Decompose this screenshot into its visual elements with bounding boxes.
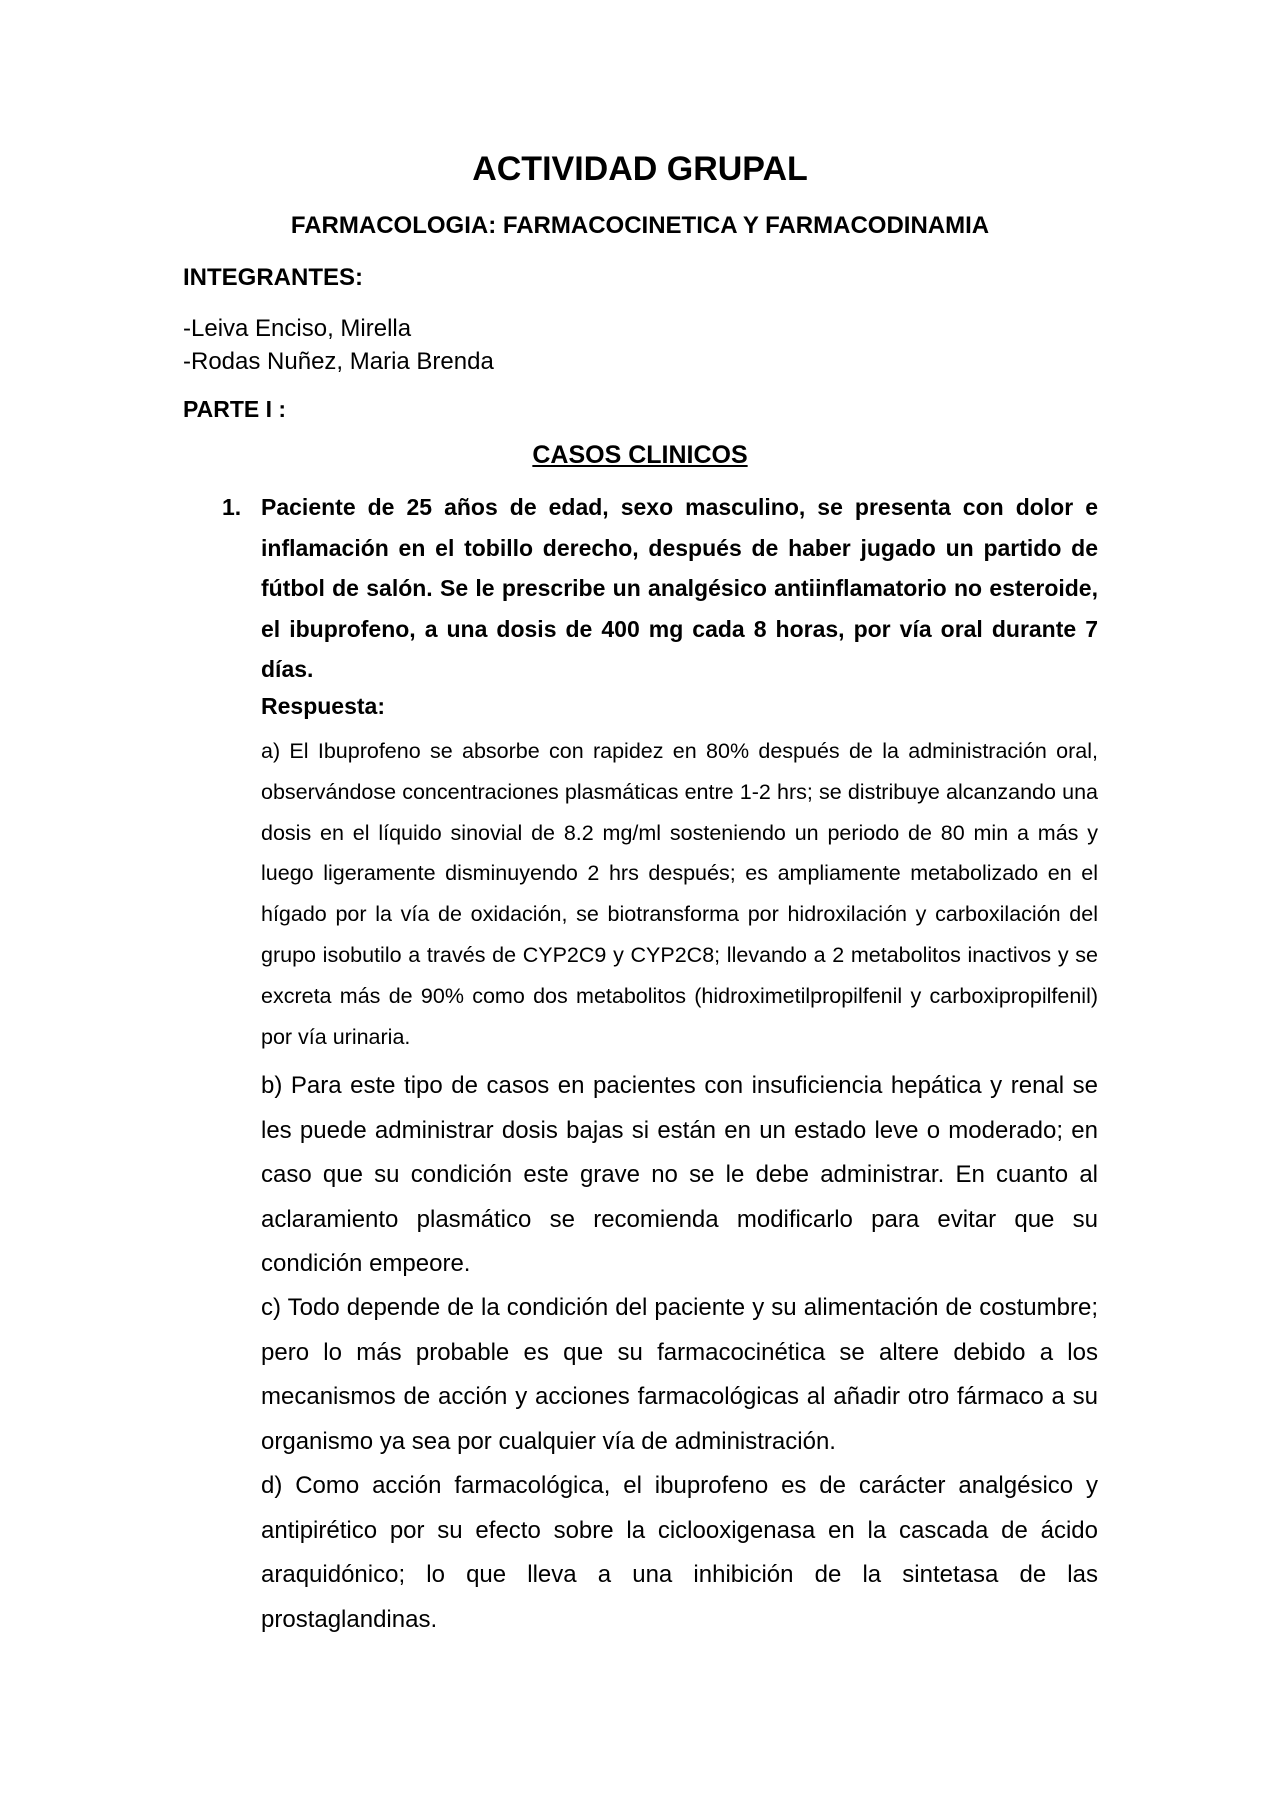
document-subtitle: FARMACOLOGIA: FARMACOCINETICA Y FARMACODINAMIA <box>290 212 990 239</box>
case-number: 1. <box>222 494 242 520</box>
member-item: -Leiva Enciso, Mirella <box>183 315 412 342</box>
answer-d: d) Como acción farmacológica, el ibuprofeno es de carácter analgésico y antipirético por su efecto sobre la ciclooxigenasa en la cascada de ácido araquidónico; lo que lleva a una inhibición de la sintetasa de las prostaglandinas. <box>261 1472 1098 1633</box>
answer-b: b) Para este tipo de casos en pacientes con insuficiencia hepática y renal se les puede administrar dosis bajas si están en un estado leve o moderado; en caso que su condición este grave no se le debe administrar. En cuanto al aclaramiento plasmático se recomienda modificarlo para evitar que su condición empeore. <box>261 1072 1098 1277</box>
answer-a: a) El Ibuprofeno se absorbe con rapidez en 80% después de la administración oral, observándose concentraciones plasmáticas entre 1-2 hrs; se distribuye alcanzando una dosis en el líquido sinovial de 8.2 mg/ml sosteniendo un periodo de 80 min a más y luego ligeramente disminuyendo 2 hrs después; es ampliamente metabolizado en el hígado por la vía de oxidación, se biotransforma por hidroxilación y carboxilación del grupo isobutilo a través de CYP2C9 y CYP2C8; llevando a 2 metabolitos inactivos y se excreta más de 90% como dos metabolitos (hidroximetilpropilfenil y carboxipropilfenil) por vía urinaria. <box>261 739 1098 1049</box>
integrantes-label: INTEGRANTES: <box>183 264 363 291</box>
member-item: -Rodas Nuñez, Maria Brenda <box>183 348 494 375</box>
casos-clinicos-heading <box>0 441 1280 470</box>
parte-label: PARTE I : <box>183 396 287 422</box>
case-statement: Paciente de 25 años de edad, sexo masculino, se presenta con dolor e inflamación en el tobillo derecho, después de haber jugado un partido de fútbol de salón. Se le prescribe un analgésico antiinflamatorio no esteroide, el ibuprofeno, a una dosis de 400 mg cada 8 horas, por vía oral durante 7 días. <box>261 494 1098 682</box>
answer-c: c) Todo depende de la condición del paciente y su alimentación de costumbre; pero lo más probable es que su farmacocinética se altere debido a los mecanismos de acción y acciones farmacológicas al añadir otro fármaco a su organismo ya sea por cualquier vía de administración. <box>261 1294 1098 1455</box>
casos-clinicos-heading-text: CASOS CLINICOS <box>532 441 748 469</box>
members-list <box>183 312 494 378</box>
document-title: ACTIVIDAD GRUPAL <box>472 150 808 188</box>
respuesta-label: Respuesta: <box>261 693 385 719</box>
